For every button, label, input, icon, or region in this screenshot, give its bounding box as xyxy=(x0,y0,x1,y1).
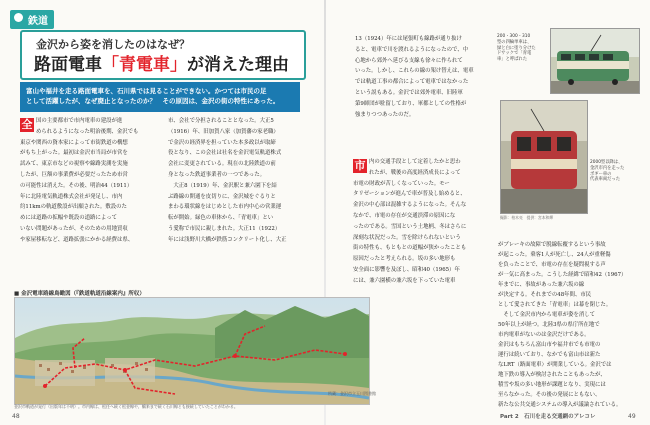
body-line: 深刻な状況だった。雪を除けられないという xyxy=(353,234,461,241)
map-title-text: 金沢電車路線鳥瞰図（『鉄道軌道沿線案内』所収） xyxy=(21,291,145,297)
title-box xyxy=(20,30,306,80)
title-main-highlight: 「青電車」 xyxy=(102,55,187,75)
body-line: 会社に変更されている。現在の北陸鉄道の前 xyxy=(168,161,276,168)
body-line: 安全面に影響を及ぼし、昭和40（1965）年 xyxy=(353,266,460,273)
body-column-3 xyxy=(355,34,483,120)
body-line: タリゼーションが進んで車が普及し始めると、 xyxy=(353,191,466,198)
body-line: いった。しかし、これらの線の架け替えは、電車 xyxy=(355,68,474,75)
body-line: なLRT（路面電車）が開業している。金沢では xyxy=(498,362,612,368)
body-line: いない問題があったが、そのための用地買収 xyxy=(20,225,128,232)
body-line: 試みて、東京市などの視察や線路実測を実施 xyxy=(20,161,128,168)
body-column-2 xyxy=(168,116,308,246)
caption-line: ドサックで「青電 xyxy=(497,51,532,57)
body-line: そして金沢市内から電車が姿を消して xyxy=(498,312,596,318)
body-line: 地下鉄の導入が検討されたこともあったが、 xyxy=(498,372,606,378)
body-line: 運行は続いており、なかでも富山市は新た xyxy=(498,352,601,358)
body-line: なかで、市電の存在が交通渋滞の原因にな xyxy=(353,212,456,219)
title-question: 金沢から姿を消したのはなぜ？ xyxy=(36,38,190,51)
body-line: 市電の財政が苦しくなっていった。モー xyxy=(353,180,450,187)
map-title: ■ 金沢電車路線鳥瞰図（『鉄道軌道沿線案内』所収） xyxy=(14,291,145,297)
body-line: まわる環状線をはじめとした市内中心の営業運 xyxy=(168,204,282,211)
lead-line: 富山や福井を走る路面電車を、石川県では見ることができない。かつては市民の足 xyxy=(26,87,267,95)
body-line: 身となった鉄道事業者の一つであった。 xyxy=(168,171,265,178)
caption-line: 200・300・310 xyxy=(497,34,531,39)
body-line: 約11kmの軌道敷設が出願された。敷設のた xyxy=(20,204,127,211)
body-line: 役となり、この会社は社名を金沢電気軌道株式 xyxy=(168,150,282,157)
green-tram-photo xyxy=(550,28,640,94)
body-line: 原因だったと考えられる。坂の多い地形も xyxy=(353,256,456,263)
lead-line: として活躍したが、なぜ廃止となったのか？ その原因は、金沢の街の特性にあった。 xyxy=(26,97,280,105)
body-line: 街の特性も、もともとの道幅が狭かったことも xyxy=(353,245,467,252)
body-line: う愛称で市民に親しまれた。大正11（1922） xyxy=(168,225,281,232)
body-line: 金沢はもちろん富山市や福井市でも市電の xyxy=(498,342,601,348)
running-footer: Part 2 石川を走る交通網のアレコレ xyxy=(500,414,596,420)
body-column-1 xyxy=(20,116,154,246)
body-line: として愛されてきた「青電車」は幕を閉じた。 xyxy=(498,302,612,308)
body-line: 市、会社で分担されることとなった。大正5 xyxy=(168,118,274,124)
body-line: 心地から郊外へ延びる支線も徐々に作られて xyxy=(355,57,463,64)
body-line: 積雪や坂の多い地形が課題となり、実現には xyxy=(498,382,606,388)
body-line: ったのである。雪国という土地柄、冬はさらに xyxy=(353,223,467,230)
title-main xyxy=(34,50,289,75)
body-line: 国の主要都市で市内電車の建設が進 xyxy=(36,118,123,124)
body-line: められるようになった明治後期、金沢でも xyxy=(36,128,139,135)
body-line: や家屋移転など、道路拡張にかかる経費は県、 xyxy=(20,236,134,243)
drop-cap-1: 全 xyxy=(21,118,33,131)
body-line: が決定する。それまでの48年間、市民 xyxy=(498,292,592,298)
map-credit: 所蔵：金沢市立玉川図書館 xyxy=(328,391,376,396)
category-tag: 鉄道 xyxy=(10,10,54,29)
caption-line: 2000型以降は、 xyxy=(590,160,623,165)
body-line: の可能性は消えた。その後、明治44（1911） xyxy=(20,182,133,189)
body-line: 50年以上が経つ。北陸3県の県庁所在地で xyxy=(498,322,600,328)
body-line: で金沢の経済界を担っていた本多政以が取締 xyxy=(168,139,276,146)
body-line: ぶ路線の開通を皮切りに、金沢城をぐるりと xyxy=(168,193,276,200)
body-line: めには道路の拡幅や既設の道路によって xyxy=(20,215,118,222)
body-line: 年に北陸電気軌道株式会社が発足し、市内 xyxy=(20,193,123,200)
body-column-3b xyxy=(353,157,485,287)
body-line: がブレーキの故障で脱線転覆するという事故 xyxy=(498,242,606,248)
red-tram-photo xyxy=(500,100,588,214)
body-line: したが、巨額の事業費が必要だったため市営 xyxy=(20,171,128,178)
body-line: 金沢の中心部は混雑するようになった。そんな xyxy=(353,202,467,209)
body-column-4 xyxy=(498,240,636,410)
body-line: が一気に高まった。こうした経緯で昭和42（1967） xyxy=(498,272,627,278)
map-caption: 金沢市軌道が発行（出版年は不明）。市内線は、松任へ続く松金線や、鶴来まで続く石川線とも接続していたことがわかる。 xyxy=(14,404,238,409)
body-line: 年には浅野川大橋が鉄筋コンクリート化し、大正 xyxy=(168,236,287,243)
caption-line: 型の四輪単車は、 xyxy=(497,39,532,45)
lead-box xyxy=(20,82,300,112)
photo2-caption xyxy=(590,160,640,183)
body-line: という説もある。金沢では郊外電車、旧陸軍 xyxy=(355,89,463,96)
body-line: 第9師団が駐留しており、軍都としての性格が xyxy=(355,100,467,107)
caption-line: 緑と白に塗り分けた xyxy=(497,45,536,51)
body-line: が起こった。乗客1人が死亡し、24人が重軽傷 xyxy=(498,252,611,258)
body-line: 強まりつつあったのだ。 xyxy=(355,111,415,118)
body-line: （1916）年、旧加賀八家（加賀藩の家老職） xyxy=(168,128,279,135)
body-line: 至らなかった。その後の発展にともない、 xyxy=(498,392,601,398)
drop-cap-2: 市 xyxy=(354,159,366,172)
body-line: 東京や関西の資本家によって市街鉄道の構想 xyxy=(20,139,128,146)
body-line: がもち上がった。最初は金沢市当局が市営を xyxy=(20,150,128,157)
caption-line: 代表車両だった xyxy=(590,177,621,183)
body-line: 転が開始。緑色の車体から、「青電車」とい xyxy=(168,215,274,222)
body-line: 内の交通手段として定着したかと思わ xyxy=(369,159,461,165)
caption-line: 車」と呼ばれた xyxy=(497,57,528,63)
page-number-right: 49 xyxy=(628,413,636,420)
body-line: ると、電車で川を渡れるようになったので、中 xyxy=(355,46,469,53)
route-birdseye-map xyxy=(14,297,370,405)
page-number-left: 48 xyxy=(12,413,20,420)
photo1-caption xyxy=(497,34,547,63)
title-main-pre: 路面電車 xyxy=(34,55,102,75)
body-line: 新たな公共交通システムの導入が議論されている。 xyxy=(498,402,622,408)
body-line: では軌道工事の都合によって電車ではなかった xyxy=(355,79,469,86)
body-line: 市内電車がないのは金沢だけである。 xyxy=(498,332,590,338)
body-line: には、兼六園横の兼六坂を下っていた電車 xyxy=(353,277,456,284)
body-line: 年までに、事故があった兼六坂の線 xyxy=(498,282,585,288)
body-line: れたが、戦後の高度経済成長によって xyxy=(369,169,461,176)
body-line: 13（1924）年には尾張町も線路が通り抜け xyxy=(355,36,462,42)
body-line: を負ったことで、市電の存在を疑問視する声 xyxy=(498,262,606,268)
title-main-post: が消えた理由 xyxy=(187,55,289,75)
photo-credit: 撮影：柏木亮 提供：宮本和輝 xyxy=(500,215,554,220)
body-line: 大正8（1919）年、金沢駅と兼六園下を結 xyxy=(168,182,277,189)
caption-line: ボギー車の xyxy=(590,171,612,177)
caption-line: 金沢市内を走った xyxy=(590,165,625,171)
